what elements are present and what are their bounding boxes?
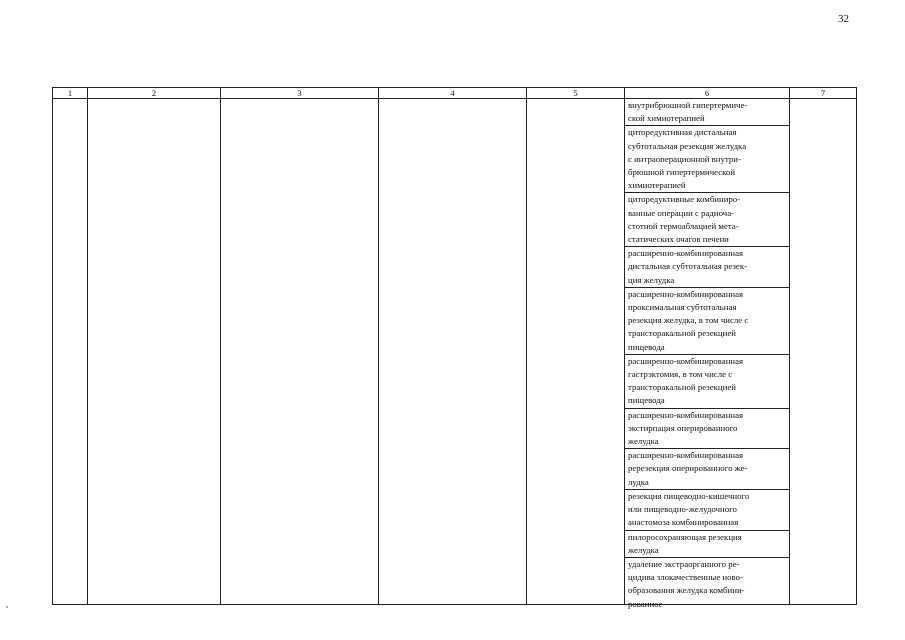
column-6-cells [625,99,789,611]
column-divider [87,88,88,604]
header-col-2: 2 [151,88,157,98]
column-divider [378,88,379,604]
column-divider [789,88,790,604]
table-cell: внутрибрюшной гипертермиче- ской химиотерапией [625,99,789,126]
table-cell: расширенно-комбинированная экстирпация оперированного желудка [625,409,789,450]
table-cell: расширенно-комбинированная ререзекция оперированного же- лудка [625,449,789,490]
scan-artifact [6,606,8,608]
table-cell: резекция пищеводно-кишечного или пищеводно-желудочного анастомоза комбинированная [625,490,789,531]
document-table [52,87,857,609]
column-divider [526,88,527,604]
table-cell: пилоросохраняющая резекция желудка [625,531,789,558]
table-cell: циторедуктивная дистальная субтотальная резекция желудка с интраоперационной внутри- брюшной гипертермической химиотерапией [625,126,789,193]
column-divider [220,88,221,604]
header-col-6: 6 [704,88,710,98]
header-col-4: 4 [450,88,455,98]
table-cell: удаление экстраорганного ре- цидива злокачественные ново- образования желудка комбини- рованное [628,558,745,609]
header-col-5: 5 [573,88,578,98]
page-number: 32 [838,13,849,25]
table-cell: расширенно-комбинированная дистальная субтотальная резек- ция желудка [625,247,789,288]
table-cell: расширенно-комбинированная гастрэктомия, в том числе с трансторакальной резекцией пищевода [625,355,789,409]
table-cell: расширенно-комбинированная проксимальная субтотальная резекция желудка, в том числе с трансторакальной резекцией пищевода [625,288,789,355]
header-col-7: 7 [820,88,826,98]
table-cell: циторедуктивные комбиниро- ванные операции с радиоча- стотной термоаблацией мета- статических очагов печени [625,193,789,247]
header-col-3: 3 [297,88,302,98]
header-col-1: 1 [67,88,73,98]
